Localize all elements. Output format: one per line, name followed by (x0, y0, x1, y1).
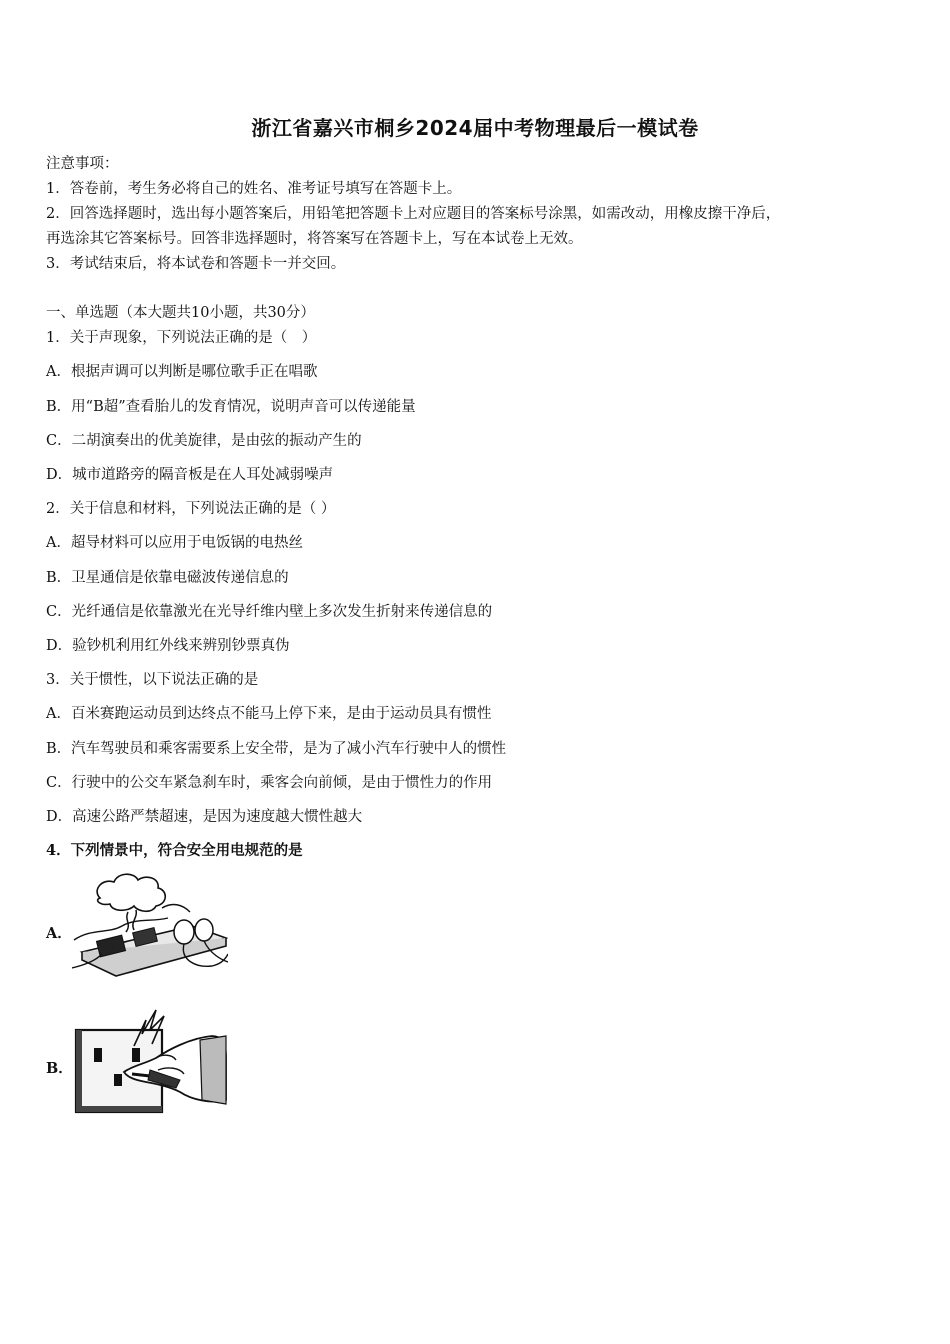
question-4-option-b-label: B． (46, 1060, 73, 1077)
note-item-1: 1．答卷前，考生务必将自己的姓名、准考证号填写在答题卡上。 (46, 181, 462, 197)
power-strip-hazard-illustration (72, 868, 228, 980)
question-2-option-c: C．光纤通信是依靠激光在光导纤维内壁上多次发生折射来传递信息的 (46, 604, 493, 620)
section-heading: 一、单选题（本大题共10小题，共30分） (46, 305, 315, 321)
question-3-option-b: B．汽车驾驶员和乘客需要系上安全带，是为了减小汽车行驶中人的惯性 (46, 741, 507, 757)
question-2-option-b: B．卫星通信是依靠电磁波传递信息的 (46, 570, 289, 586)
note-item-3: 3．考试结束后，将本试卷和答题卡一并交回。 (46, 256, 346, 272)
question-3-option-a: A．百米赛跑运动员到达终点不能马上停下来，是由于运动员具有惯性 (46, 706, 492, 722)
question-3-option-c: C．行驶中的公交车紧急刹车时，乘客会向前倾，是由于惯性力的作用 (46, 775, 493, 791)
note-item-2-line-1: 2．回答选择题时，选出每小题答案后，用铅笔把答题卡上对应题目的答案标号涂黑，如需改动，用橡皮擦干净后， (46, 206, 781, 222)
question-4-option-a-label: A． (46, 925, 72, 942)
question-4-stem: 4．下列情景中，符合安全用电规范的是 (46, 842, 303, 859)
question-1-stem: 1．关于声现象，下列说法正确的是（ ） (46, 330, 317, 346)
finger-in-socket-illustration (72, 1000, 228, 1118)
question-2-option-d: D．验钞机利用红外线来辨别钞票真伪 (46, 638, 290, 654)
question-3-stem: 3．关于惯性，以下说法正确的是 (46, 672, 259, 688)
note-item-2-line-2: 再选涂其它答案标号。回答非选择题时，将答案写在答题卡上，写在本试卷上无效。 (46, 231, 583, 247)
page-title: 浙江省嘉兴市桐乡2024届中考物理最后一模试卷 (251, 116, 699, 140)
question-1-option-a: A．根据声调可以判断是哪位歌手正在唱歌 (46, 364, 318, 380)
question-1-option-d: D．城市道路旁的隔音板是在人耳处减弱噪声 (46, 467, 334, 483)
question-2-option-a: A．超导材料可以应用于电饭锅的电热丝 (46, 535, 303, 551)
question-1-option-b: B．用“B超”查看胎儿的发育情况，说明声音可以传递能量 (46, 399, 416, 415)
notes-heading: 注意事项： (46, 156, 119, 172)
question-1-option-c: C．二胡演奏出的优美旋律，是由弦的振动产生的 (46, 433, 362, 449)
question-2-stem: 2．关于信息和材料，下列说法正确的是（ ） (46, 501, 336, 517)
question-3-option-d: D．高速公路严禁超速，是因为速度越大惯性越大 (46, 809, 363, 825)
